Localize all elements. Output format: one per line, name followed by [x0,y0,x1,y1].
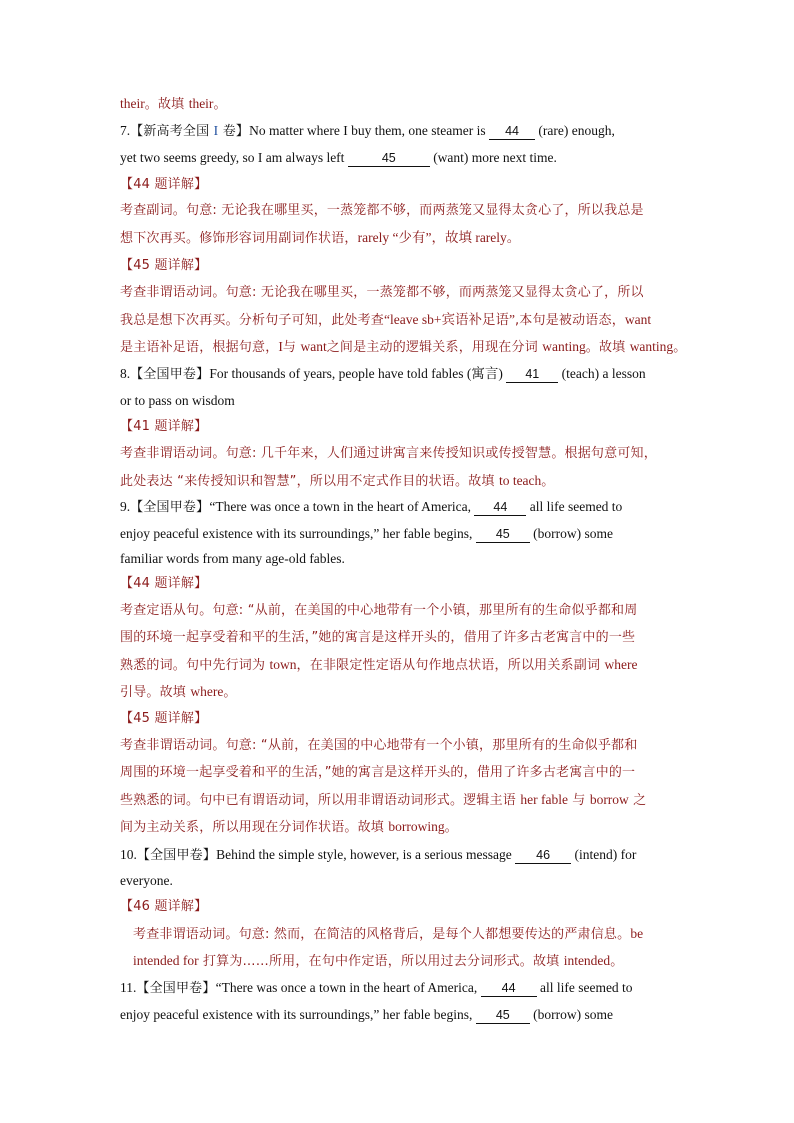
explanation-line [120,790,646,811]
question-11-line-2 [120,1005,613,1026]
explanation-text: 。 [223,685,237,700]
question-8-line-2: or to pass on wisdom [120,393,235,408]
explanation-text: 想下次再买。修饰形容词用副词作状语， [120,231,358,246]
explanation-text: 。 [541,474,555,489]
question-text: enjoy peaceful existence with its surroundings,” her fable begins, [120,1007,476,1022]
question-text: “There was once a town in the heart of America, [209,499,475,514]
explanation-text: 与 [282,340,301,355]
explanation-text: where [604,657,638,672]
answer-blank: 45 [476,1007,530,1024]
explanation-text: want [300,339,327,354]
explanation-line [120,337,686,358]
source-tag: 【全国甲卷】 [130,500,210,515]
question-text: Behind the simple style, however, is a serious message [216,847,516,862]
explanation-text: I [278,339,283,354]
explanation-line [120,682,237,703]
question-number: 7. [120,123,131,138]
explanation-header: 【45 题详解】 [120,258,208,273]
answer-blank: 45 [476,526,530,543]
explanation-text: 是主语补足语，根据句意， [120,340,279,355]
question-11-line-1 [120,978,633,999]
explanation-text: ,本句是被动语态， [514,313,625,328]
explanation-text: her fable [520,792,568,807]
explanation-text: 。故填 [585,340,630,355]
explanation-line [120,310,651,331]
question-text: (borrow) some [529,1007,614,1022]
explanation-text: want [624,312,652,327]
explanation-line: 考查非谓语动词。句意: “从前，在美国的中心地带有一个小镇，那里所有的生命似乎都和 [120,738,638,753]
question-text: enjoy peaceful existence with its surroundings,” her fable begins, [120,526,476,541]
source-tag: 【全国甲卷】 [136,981,216,996]
explanation-text: wanting [629,339,674,354]
answer-blank: 45 [348,150,430,167]
answer-blank: 41 [506,366,558,383]
question-9-line-1 [120,497,622,518]
source-tag-text: 【新高考全国 [130,124,214,139]
source-tag: 【全国甲卷】 [130,367,210,382]
explanation-line: 考查定语从句。句意: “从前，在美国的中心地带有一个小镇，那里所有的生命似乎都和周 [120,603,638,618]
question-text: (intend) for [571,847,637,862]
question-8-line-1 [120,364,646,385]
question-number: 10. [120,847,137,862]
explanation-line: 考查副词。句意: 无论我在哪里买，一蒸笼都不够，而两蒸笼又显得太贪心了，所以我总是 [120,203,644,218]
explanation-header: 【46 题详解】 [120,899,208,914]
source-tag-roman: I [213,123,219,138]
question-text: yet two seems greedy, so I am always left [120,150,348,165]
explanation-text: 。 [673,340,687,355]
explanation-text: 引导。故填 [120,685,191,700]
explanation-line: 考查非谓语动词。句意: 无论我在哪里买，一蒸笼都不够，而两蒸笼又显得太贪心了，所以 [120,285,644,300]
explanation-line [133,951,623,972]
explanation-text: 间为主动关系，所以用现在分词作状语。故填 [120,820,389,835]
question-text: (want) more next time. [429,150,557,165]
explanation-text: 打算为……所用，在句中作定语，所以用过去分词形式。故填 [198,954,564,969]
question-number: 8. [120,366,131,381]
question-10-line-1 [120,845,636,866]
explanation-text: 与 [567,793,590,808]
explanation-header: 【41 题详解】 [120,419,208,434]
question-7-line-2 [120,148,557,169]
explanation-line [120,817,458,838]
explanation-text: 。 [610,954,624,969]
question-10-line-2: everyone. [120,873,173,888]
answer-word: their [188,96,214,111]
explanation-text: 之间是主动的逻辑关系，用现在分词 [326,340,543,355]
explanation-header: 【44 题详解】 [120,177,208,192]
explanation-text: borrow [589,792,629,807]
explanation-text: be [630,926,644,941]
explanation-line [120,471,555,492]
explanation-text: to teach [498,473,542,488]
answer-text: 。 [213,97,227,112]
explanation-header: 【44 题详解】 [120,576,208,591]
answer-blank: 44 [481,980,537,997]
answer-blank: 44 [474,499,526,516]
explanation-text: intended [563,953,611,968]
source-tag [130,124,249,139]
question-text: “There was once a town in the heart of America, [215,980,481,995]
question-text: For thousands of years, people have told fables (寓言) [209,366,507,381]
explanation-text: borrowing [388,819,445,834]
source-tag-text: 卷】 [218,124,250,139]
answer-blank: 46 [515,847,571,864]
question-text: all life seemed to [526,499,623,514]
explanation-text: “leave sb+宾语补足语” [384,312,515,327]
explanation-text: rarely “少有”，故填 rarely。 [357,230,521,245]
explanation-text: 。 [444,820,458,835]
answer-line [120,94,227,115]
question-text: No matter where I buy them, one steamer is [249,123,490,138]
explanation-text: 我总是想下次再买。分析句子可知，此处考查 [120,313,385,328]
explanation-line: 周围的环境一起享受着和平的生活，”她的寓言是这样开头的，借用了许多古老寓言中的一 [120,765,636,780]
question-text: (borrow) some [529,526,614,541]
answer-blank: 44 [489,123,535,140]
question-7-line-1 [120,121,615,142]
explanation-text: 熟悉的词。句中先行词为 [120,658,270,673]
question-text: all life seemed to [536,980,633,995]
explanation-line [133,924,643,945]
question-9-line-2 [120,524,613,545]
question-number: 9. [120,499,131,514]
answer-text: 。故填 [144,97,189,112]
explanation-line [120,228,520,249]
explanation-header: 【45 题详解】 [120,711,208,726]
answer-word: their [120,96,145,111]
source-tag: 【全国甲卷】 [136,848,217,863]
question-9-line-3: familiar words from many age-old fables. [120,551,345,566]
explanation-text: intended for [133,953,199,968]
explanation-text: town [269,657,297,672]
explanation-text: 些熟悉的词。句中已有谓语动词，所以用非谓语动词形式。逻辑主语 [120,793,521,808]
explanation-line: 考查非谓语动词。句意: 几千年来，人们通过讲寓言来传授知识或传授智慧。根据句意可知， [120,446,657,461]
explanation-line: 围的环境一起享受着和平的生活，”她的寓言是这样开头的，借用了许多古老寓言中的一些 [120,630,636,645]
explanation-text: ，在非限定性定语从句作地点状语，所以用关系副词 [296,658,605,673]
question-number: 11. [120,980,137,995]
explanation-text: 之 [628,793,647,808]
explanation-text: wanting [542,339,586,354]
question-text: (rare) enough, [535,123,615,138]
explanation-text: 考查非谓语动词。句意: 然而，在简洁的风格背后，是每个人都想要传达的严肃信息。 [133,927,631,942]
explanation-text: where [190,684,224,699]
question-text: (teach) a lesson [558,366,646,381]
explanation-line [120,655,637,676]
explanation-text: 此处表达 “来传授知识和智慧”，所以用不定式作目的状语。故填 [120,474,499,489]
